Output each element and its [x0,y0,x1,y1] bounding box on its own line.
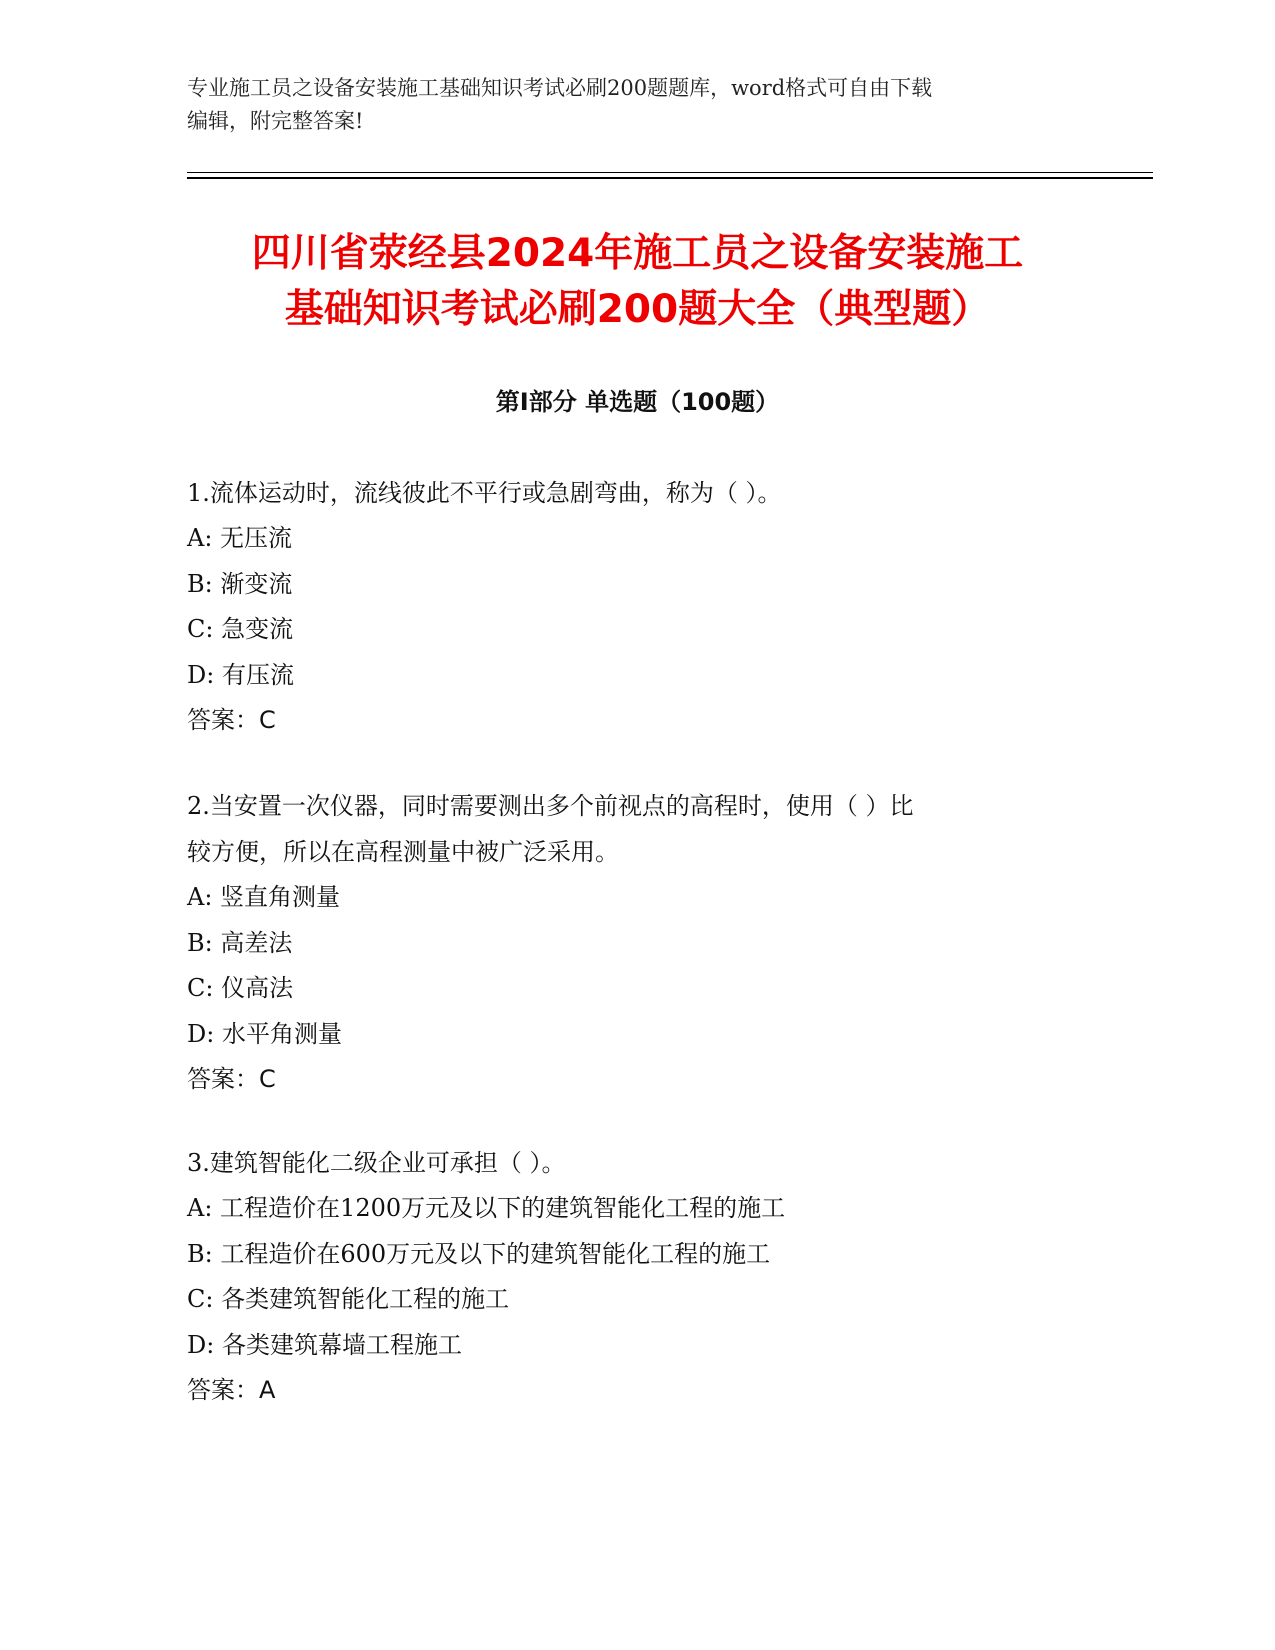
question-3 [187,1140,1087,1414]
question-3-stem: 3.建筑智能化二级企业可承担（ ）。 [187,1149,566,1177]
question-1-answer: 答案：C [187,706,276,734]
document-title-line-2: 基础知识考试必刷200题大全（典型题） [284,287,991,332]
question-1-option-d: D: 有压流 [187,660,294,689]
question-1-option-a: A: 无压流 [187,524,293,552]
question-2-option-a: A: 竖直角测量 [187,883,341,911]
header-rule-top [187,172,1153,173]
document-title [150,226,1125,338]
question-1-option-b: B: 渐变流 [187,569,293,598]
question-2-answer: 答案：C [187,1065,276,1093]
question-2-option-c: C: 仪高法 [187,974,294,1002]
question-1 [187,470,1087,744]
question-2-option-b: B: 高差法 [187,928,293,957]
header-note [187,72,1087,138]
question-3-option-b: B: 工程造价在600万元及以下的建筑智能化工程的施工 [187,1239,771,1268]
question-3-option-d: D: 各类建筑幕墙工程施工 [187,1330,462,1359]
section-title: 第I部分 单选题（100题） [495,388,780,416]
question-2-stem-line-1: 2.当安置一次仪器，同时需要测出多个前视点的高程时，使用（ ）比 [187,792,914,820]
question-2-option-d: D: 水平角测量 [187,1019,342,1048]
header-note-line-1: 专业施工员之设备安装施工基础知识考试必刷200题题库，word格式可自由下载 [187,76,933,100]
question-2-stem [187,783,1087,875]
question-2-stem-line-2: 较方便，所以在高程测量中被广泛采用。 [187,838,619,866]
question-3-option-a: A: 工程造价在1200万元及以下的建筑智能化工程的施工 [187,1194,786,1222]
question-3-answer: 答案：A [187,1376,276,1404]
question-3-option-c: C: 各类建筑智能化工程的施工 [187,1285,510,1313]
document-title-line-1: 四川省荥经县2024年施工员之设备安装施工 [251,231,1024,276]
question-1-option-c: C: 急变流 [187,615,294,643]
question-2 [187,783,1087,1103]
question-1-stem: 1.流体运动时，流线彼此不平行或急剧弯曲，称为（ ）。 [187,479,782,507]
header-note-line-2: 编辑，附完整答案! [187,109,364,133]
header-rule-bottom [187,177,1153,179]
